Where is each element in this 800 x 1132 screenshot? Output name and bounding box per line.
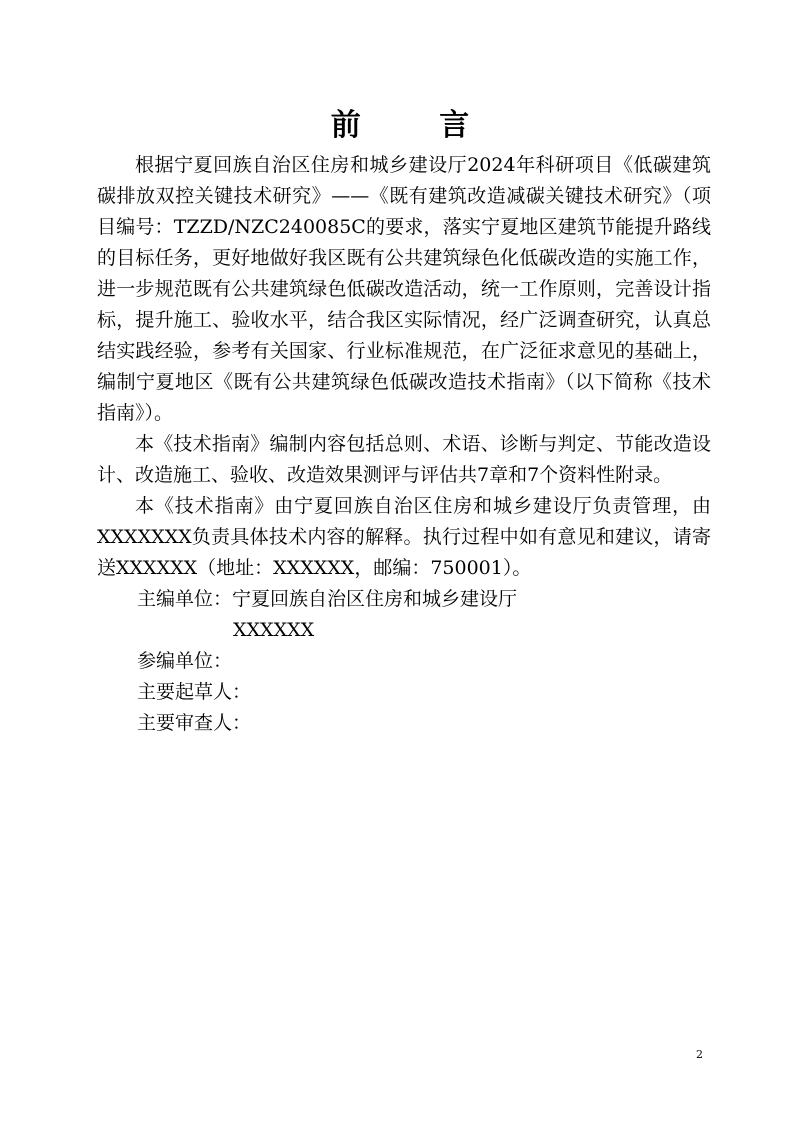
reviewers: 主要审查人： <box>137 712 252 734</box>
drafters: 主要起草人： <box>137 681 252 703</box>
page-title: 前 言 <box>330 108 504 143</box>
page-number: 2 <box>696 1048 703 1061</box>
co-editors: 参编单位： <box>137 650 233 672</box>
paragraph: 本《技术指南》由宁夏回族自治区住房和城乡建设厅负责管理，由XXXXXXX负责具体技术内容的解释。执行过程中如有意见和建议，请寄送XXXXXX（地址：XXXXXX，邮编：750001）。 <box>97 495 711 579</box>
chief-editor-2: XXXXXX <box>233 619 315 641</box>
preface-body <box>97 150 711 739</box>
paragraph: 根据宁夏回族自治区住房和城乡建设厅2024年科研项目《低碳建筑碳排放双控关键技术研究》——《既有建筑改造减碳关键技术研究》（项目编号：TZZD/NZC240085C的要求，落实宁夏地区建筑节能提升路线的目标任务，更好地做好我区既有公共建筑绿色化低碳改造的实施工作，进一步规范既有公共建筑绿色低碳改造活动，统一工作原则，完善设计指标，提升施工、验收水平，结合我区实际情况，经广泛调查研究，认真总结实践经验，参考有关国家、行业标准规范，在广泛征求意见的基础上，编制宁夏地区《既有公共建筑绿色低碳改造技术指南》（以下简称《技术指南》）。 <box>97 154 711 424</box>
chief-editor: 主编单位：宁夏回族自治区住房和城乡建设厅 <box>137 588 518 610</box>
paragraph: 本《技术指南》编制内容包括总则、术语、诊断与判定、节能改造设计、改造施工、验收、改造效果测评与评估共7章和7个资料性附录。 <box>97 433 711 486</box>
